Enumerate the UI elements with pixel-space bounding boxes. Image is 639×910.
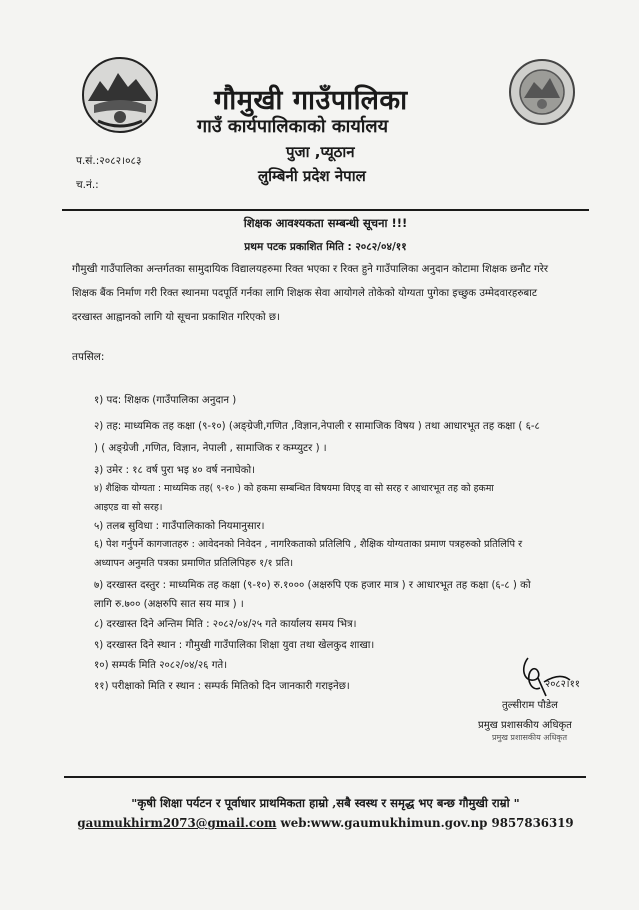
footer-divider — [64, 776, 586, 778]
list-item: ७) दरखास्त दस्तुर : माध्यमिक तह कक्षा (९-१०) रु.१००० (अक्षरुपि एक हजार मात्र ) र आधारभूत तह कक्षा (६-८ ) को — [94, 580, 531, 591]
list-item: ६) पेश गर्नुपर्ने कागजातहरु : आवेदनको निवेदन , नागरिकताको प्रतिलिपि , शैक्षिक योग्यताका प्रमाण पत्रहरुको प्रतिलिपि र — [94, 539, 523, 550]
header-divider — [62, 209, 589, 211]
list-item: ५) तलब सुविधा : गाउँपालिकाको नियमानुसार। — [94, 521, 265, 532]
signature-date: २०८२।११ — [545, 679, 580, 690]
list-item: ८) दरखास्त दिने अन्तिम मिति : २०८२/०४/२५ गते कार्यालय समय भित्र। — [94, 619, 357, 630]
signatory-title: प्रमुख प्रशासकीय अधिकृत — [478, 720, 572, 731]
list-item: ९) दरखास्त दिने स्थान : गौमुखी गाउँपालिका शिक्षा युवा तथा खेलकुद शाखा। — [94, 640, 375, 651]
signatory-stamp-text: प्रमुख प्रशासकीय अधिकृत — [492, 733, 568, 742]
notice-heading: शिक्षक आवश्यकता सम्बन्धी सूचना !!! — [243, 216, 408, 230]
municipality-logo — [508, 58, 576, 126]
reference-number: प.सं.:२०८२।०८३ — [76, 155, 142, 167]
list-item: ३) उमेर : १८ वर्ष पुरा भइ ४० वर्ष ननाघेको। — [94, 465, 256, 476]
intro-line: दरखास्त आह्वानको लागि यो सूचना प्रकाशित गरिएको छ। — [72, 312, 280, 323]
list-item: आइएड वा सो सरह। — [94, 502, 163, 513]
list-item: १०) सम्पर्क मिति २०८२/०४/२६ गते। — [94, 660, 228, 671]
dispatch-number: च.नं.: — [76, 179, 99, 191]
address-line-2: लुम्बिनी प्रदेश नेपाल — [258, 167, 366, 185]
list-item: ४) शैक्षिक योग्यता : माध्यमिक तह( ९-१० ) को हकमा सम्बन्धित विषयमा विएड् वा सो सरह र आधारभूत तह को हकमा — [94, 483, 494, 494]
publish-date: प्रथम पटक प्रकाशित मिति : २०८२/०४/११ — [244, 241, 407, 253]
website-link[interactable]: web:www.gaumukhimun.gov.np — [280, 816, 488, 830]
list-item: लागि रु.७०० (अक्षरुपि सात सय मात्र ) । — [94, 599, 244, 610]
office-name: गाउँ कार्यपालिकाको कार्यालय — [197, 116, 389, 137]
nepal-emblem-logo — [80, 55, 160, 135]
list-item: ११) परीक्षाको मिति र स्थान : सम्पर्क मितिको दिन जानकारी गराइनेछ। — [94, 681, 350, 692]
list-item: ) ( अङ्ग्रेजी ,गणित, विज्ञान, नेपाली , सामाजिक र कम्प्युटर ) । — [94, 443, 327, 454]
signatory-name: तुल्सीराम पौडेल — [502, 700, 558, 711]
address-line-1: पुजा ,प्यूठान — [286, 143, 355, 161]
intro-line: शिक्षक बैंक निर्माण गरी रिक्त स्थानमा पदपूर्ति गर्नका लागि शिक्षक सेवा आयोगले तोकेको योग्यता पुगेका इच्छुक उम्मेदवारहरुबाट — [72, 288, 538, 299]
footer-slogan: "कृषी शिक्षा पर्यटन र पूर्वाधार प्राथमिकता हाम्रो ,सबै स्वस्थ र समृद्ध भए बन्छ गौमुखी राम्रो " — [131, 796, 520, 810]
list-item: अध्यापन अनुमति पत्रका प्रमाणित प्रतिलिपिहरु १/१ प्रति। — [94, 558, 294, 569]
phone-number: 9857836319 — [491, 816, 574, 830]
list-item: १) पद: शिक्षक (गाउँपालिका अनुदान ) — [94, 395, 237, 406]
details-label: तपसिल: — [72, 351, 105, 363]
list-item: २) तह: माध्यमिक तह कक्षा (९-१०) (अङ्ग्रेजी,गणित ,विज्ञान,नेपाली र सामाजिक विषय ) तथा आधारभूत तह कक्षा ( ६-८ — [94, 421, 540, 432]
intro-paragraph — [72, 258, 592, 330]
intro-line: गौमुखी गाउँपालिका अन्तर्गतका सामुदायिक विद्यालयहरुमा रिक्त भएका र रिक्त हुने गाउँपालिका अनुदान कोटामा शिक्षक छनौट गरेर — [72, 264, 549, 275]
email-link[interactable]: gaumukhirm2073@gmail.com — [77, 816, 277, 830]
municipality-name: गौमुखी गाउँपालिका — [214, 85, 408, 116]
footer-contact — [62, 816, 589, 830]
